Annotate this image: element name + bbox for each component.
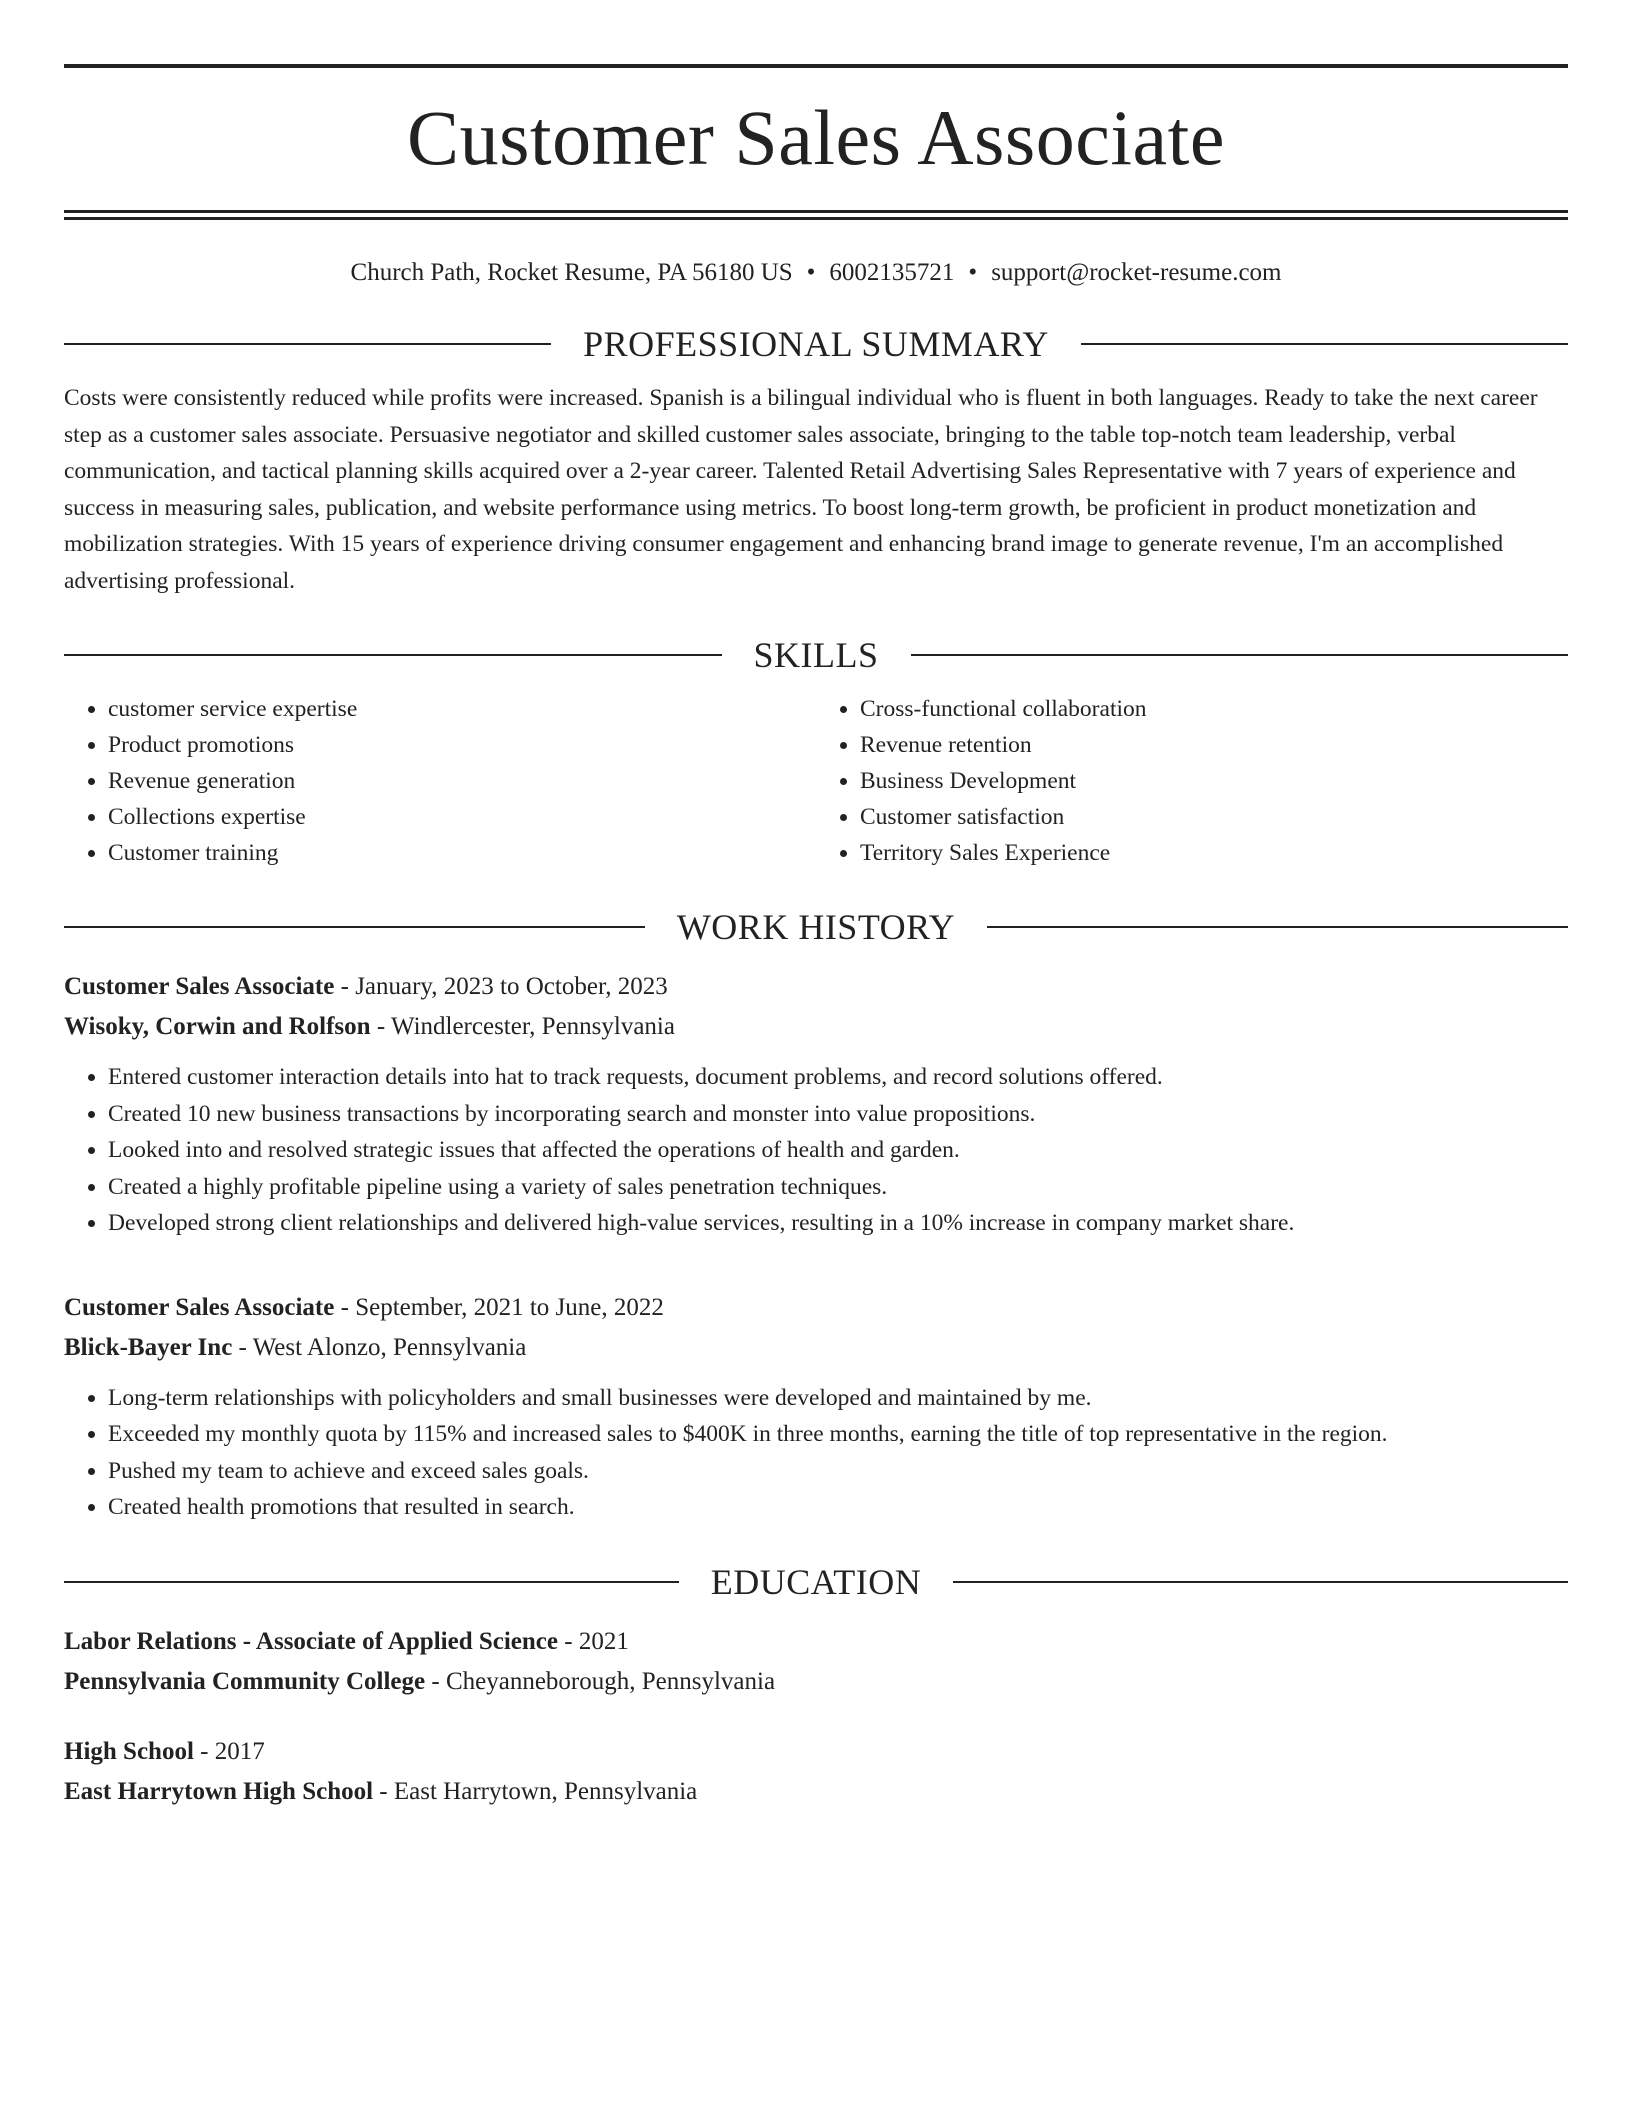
dash: - <box>379 1777 388 1805</box>
skills-column-left <box>64 691 816 871</box>
list-item: • Looked into and resolved strategic issues that affected the operations of health and garden. <box>108 1132 1568 1169</box>
heading-rule-right <box>911 654 1569 656</box>
heading-rule-right <box>1081 343 1568 345</box>
dash: - <box>200 1737 209 1765</box>
section-heading-summary <box>64 324 1568 364</box>
education-degree-line <box>64 1732 1568 1772</box>
list-item: • Customer satisfaction <box>860 799 1568 835</box>
education-location: East Harrytown, Pennsylvania <box>393 1777 698 1805</box>
job-entry <box>64 1288 1568 1526</box>
dash: - <box>376 1013 386 1040</box>
page-title: Customer Sales Associate <box>407 94 1225 181</box>
job-title-line <box>64 967 1568 1007</box>
heading-rule-left <box>64 926 645 928</box>
header <box>64 64 1568 220</box>
education-year: 2017 <box>214 1737 265 1765</box>
job-company-line <box>64 1328 1568 1368</box>
contact-address: Church Path, Rocket Resume, PA 56180 US <box>350 259 793 286</box>
heading-rule-right <box>987 926 1568 928</box>
job-bullets <box>64 1380 1568 1526</box>
resume-page <box>64 64 1568 1812</box>
section-heading-work <box>64 907 1568 947</box>
dash: - <box>340 1293 349 1321</box>
list-item: • Territory Sales Experience <box>860 835 1568 871</box>
list-item: • Revenue retention <box>860 727 1568 763</box>
title-double-rule <box>64 210 1568 220</box>
list-item: • Exceeded my monthly quota by 115% and increased sales to $400K in three months, earning the title of top representative in the region. <box>108 1416 1568 1453</box>
job-company: Blick-Bayer Inc <box>64 1333 233 1361</box>
skills-column-right <box>816 691 1568 871</box>
list-item: • Customer training <box>108 835 816 871</box>
education-degree-line <box>64 1622 1568 1662</box>
education-degree: High School <box>64 1737 194 1765</box>
job-company: Wisoky, Corwin and Rolfson <box>64 1013 371 1040</box>
education-school: East Harrytown High School <box>64 1777 374 1805</box>
education-entry <box>64 1622 1568 1702</box>
list-item: • customer service expertise <box>108 691 816 727</box>
list-item: • Cross-functional collaboration <box>860 691 1568 727</box>
heading-rule-right <box>953 1581 1568 1583</box>
job-company-line <box>64 1007 1568 1047</box>
dash: - <box>431 1667 440 1695</box>
list-item: • Revenue generation <box>108 763 816 799</box>
list-item: • Created health promotions that resulted in search. <box>108 1489 1568 1526</box>
list-item: • Collections expertise <box>108 799 816 835</box>
contact-separator: • <box>968 259 978 286</box>
heading-rule-left <box>64 654 722 656</box>
education-entry <box>64 1732 1568 1812</box>
education-school-line <box>64 1772 1568 1812</box>
dash: - <box>238 1333 247 1361</box>
job-dates: September, 2021 to June, 2022 <box>355 1293 664 1321</box>
section-title: PROFESSIONAL SUMMARY <box>583 324 1049 364</box>
education-location: Cheyanneborough, Pennsylvania <box>445 1667 776 1695</box>
list-item: • Created a highly profitable pipeline using a variety of sales penetration techniques. <box>108 1169 1568 1206</box>
contact-phone: 6002135721 <box>829 259 955 286</box>
education-school-line <box>64 1662 1568 1702</box>
education-year: 2021 <box>578 1627 629 1655</box>
job-entry <box>64 967 1568 1242</box>
contact-separator: • <box>806 259 816 286</box>
section-title: WORK HISTORY <box>676 907 956 947</box>
heading-rule-left <box>64 1581 679 1583</box>
skills-grid <box>64 691 1568 871</box>
job-title-line <box>64 1288 1568 1328</box>
section-title: EDUCATION <box>710 1561 922 1602</box>
contact-line <box>64 258 1568 288</box>
list-item: • Pushed my team to achieve and exceed sales goals. <box>108 1453 1568 1490</box>
contact-email[interactable]: support@rocket-resume.com <box>991 259 1282 286</box>
job-location: West Alonzo, Pennsylvania <box>252 1333 527 1361</box>
job-bullets <box>64 1059 1568 1242</box>
job-location: Windlercester, Pennsylvania <box>390 1013 675 1040</box>
job-title: Customer Sales Associate <box>64 973 335 1000</box>
job-title: Customer Sales Associate <box>64 1293 335 1321</box>
list-item: • Product promotions <box>108 727 816 763</box>
dash: - <box>340 973 349 1000</box>
list-item: • Developed strong client relationships and delivered high-value services, resulting in a 10% increase in company market share. <box>108 1205 1568 1242</box>
dash: - <box>564 1627 573 1655</box>
section-title: SKILLS <box>753 635 879 675</box>
list-item: • Long-term relationships with policyholders and small businesses were developed and maintained by me. <box>108 1380 1568 1417</box>
list-item: • Created 10 new business transactions by incorporating search and monster into value propositions. <box>108 1096 1568 1133</box>
section-heading-skills <box>64 635 1568 675</box>
education-school: Pennsylvania Community College <box>64 1667 426 1695</box>
section-heading-education <box>64 1562 1568 1602</box>
job-dates: January, 2023 to October, 2023 <box>355 973 668 1000</box>
summary-text: Costs were consistently reduced while profits were increased. Spanish is a bilingual individual who is fluent in both languages. Ready to take the next career step as a customer sales associate. Persuasive negotiator and skilled customer sales associate, bringing to the table top-notch team leadership, verbal communication, and tactical planning skills acquired over a 2-year career. Talented Retail Advertising Sales Representative with 7 years of experience and success in measuring sales, publication, and website performance using metrics. To boost long-term growth, be proficient in product monetization and mobilization strategies. With 15 years of experience driving consumer engagement and enhancing brand image to generate revenue, I'm an accomplished advertising professional. <box>64 385 1538 594</box>
heading-rule-left <box>64 343 551 345</box>
list-item: • Business Development <box>860 763 1568 799</box>
education-degree: Labor Relations - Associate of Applied Science <box>64 1627 558 1655</box>
list-item: • Entered customer interaction details into hat to track requests, document problems, and record solutions offered. <box>108 1059 1568 1096</box>
